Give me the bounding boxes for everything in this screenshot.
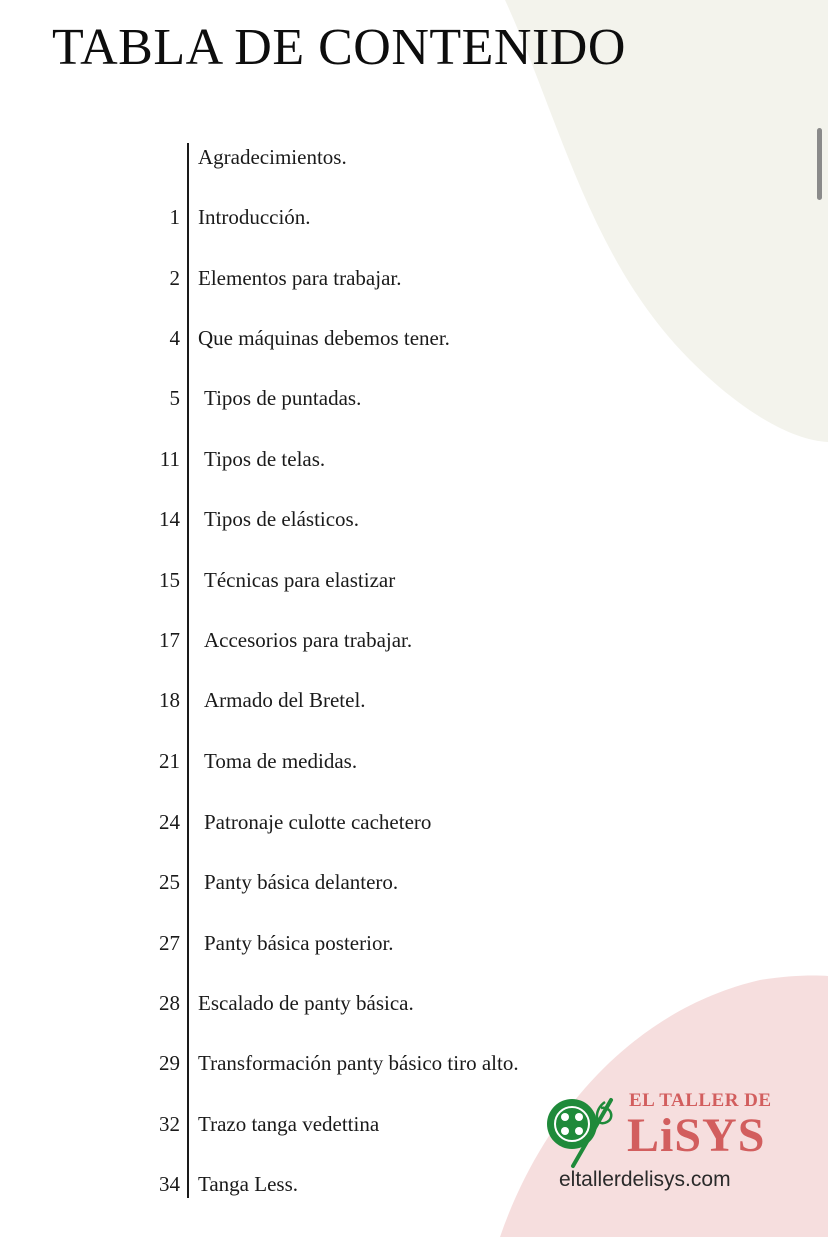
toc-page-number: 21 [159,749,180,773]
logo-website[interactable]: eltallerdelisys.com [559,1168,731,1191]
brand-logo [545,1088,785,1200]
scrollbar-thumb[interactable] [817,128,822,200]
toc-page-number: 5 [169,386,180,410]
toc-entry-title: Tipos de elásticos. [204,507,359,531]
toc-page-number: 18 [159,688,180,712]
toc-entry-title: Panty básica delantero. [204,870,399,894]
toc-entry-title: Tanga Less. [198,1172,298,1196]
toc-row[interactable] [0,741,760,781]
logo-brand-name: LiSYS [627,1109,766,1162]
toc-page-number: 14 [159,507,180,531]
toc-row[interactable] [0,197,760,237]
toc-page-number: 27 [159,931,180,955]
toc-row[interactable] [0,802,760,842]
toc-page-number: 1 [169,205,180,229]
button-needle-icon [545,1092,615,1172]
toc-page-number: 15 [159,568,180,592]
toc-entry-title: Patronaje culotte cachetero [204,810,432,834]
toc-row[interactable] [0,499,760,539]
toc-page-number: 2 [169,266,180,290]
toc-entry-title: Técnicas para elastizar [204,568,396,592]
toc-page-number: 25 [159,870,180,894]
toc-entry-title: Accesorios para trabajar. [204,628,413,652]
toc-row[interactable] [0,862,760,902]
toc-row[interactable] [0,560,760,600]
toc-page-number: 29 [159,1051,180,1075]
toc-page-number: 17 [159,628,180,652]
toc-page-number: 4 [169,326,180,350]
toc-entry-title: Toma de medidas. [204,749,358,773]
toc-page-number: 34 [159,1172,180,1196]
toc-row[interactable] [0,983,760,1023]
toc-row[interactable] [0,1043,760,1083]
toc-page-number: 11 [159,447,180,471]
toc-row[interactable] [0,923,760,963]
toc-entry-title: Escalado de panty básica. [198,991,414,1015]
toc-entry-title: Trazo tanga vedettina [198,1112,380,1136]
toc-entry-title: Agradecimientos. [198,145,347,169]
toc-row[interactable] [0,620,760,660]
toc-divider-line [187,143,189,1198]
toc-entry-title: Tipos de telas. [204,447,326,471]
toc-entry-title: Panty básica posterior. [204,931,394,955]
toc-row[interactable] [0,258,760,298]
toc-row[interactable] [0,378,760,418]
toc-entry-title: Introducción. [198,205,311,229]
toc-entry-title: Que máquinas debemos tener. [198,326,450,350]
toc-entry-title: Tipos de puntadas. [204,386,362,410]
toc-row[interactable] [0,137,760,177]
toc-entry-title: Transformación panty básico tiro alto. [198,1051,519,1075]
toc-entry-title: Armado del Bretel. [204,688,366,712]
toc-page-number: 24 [159,810,180,834]
toc-row[interactable] [0,318,760,358]
toc-row[interactable] [0,439,760,479]
toc-page-number: 28 [159,991,180,1015]
logo-top-line: EL TALLER DE [629,1090,772,1111]
toc-page-number: 32 [159,1112,180,1136]
page-title: TABLA DE CONTENIDO [52,19,626,76]
toc-row[interactable] [0,680,760,720]
toc-entry-title: Elementos para trabajar. [198,266,402,290]
